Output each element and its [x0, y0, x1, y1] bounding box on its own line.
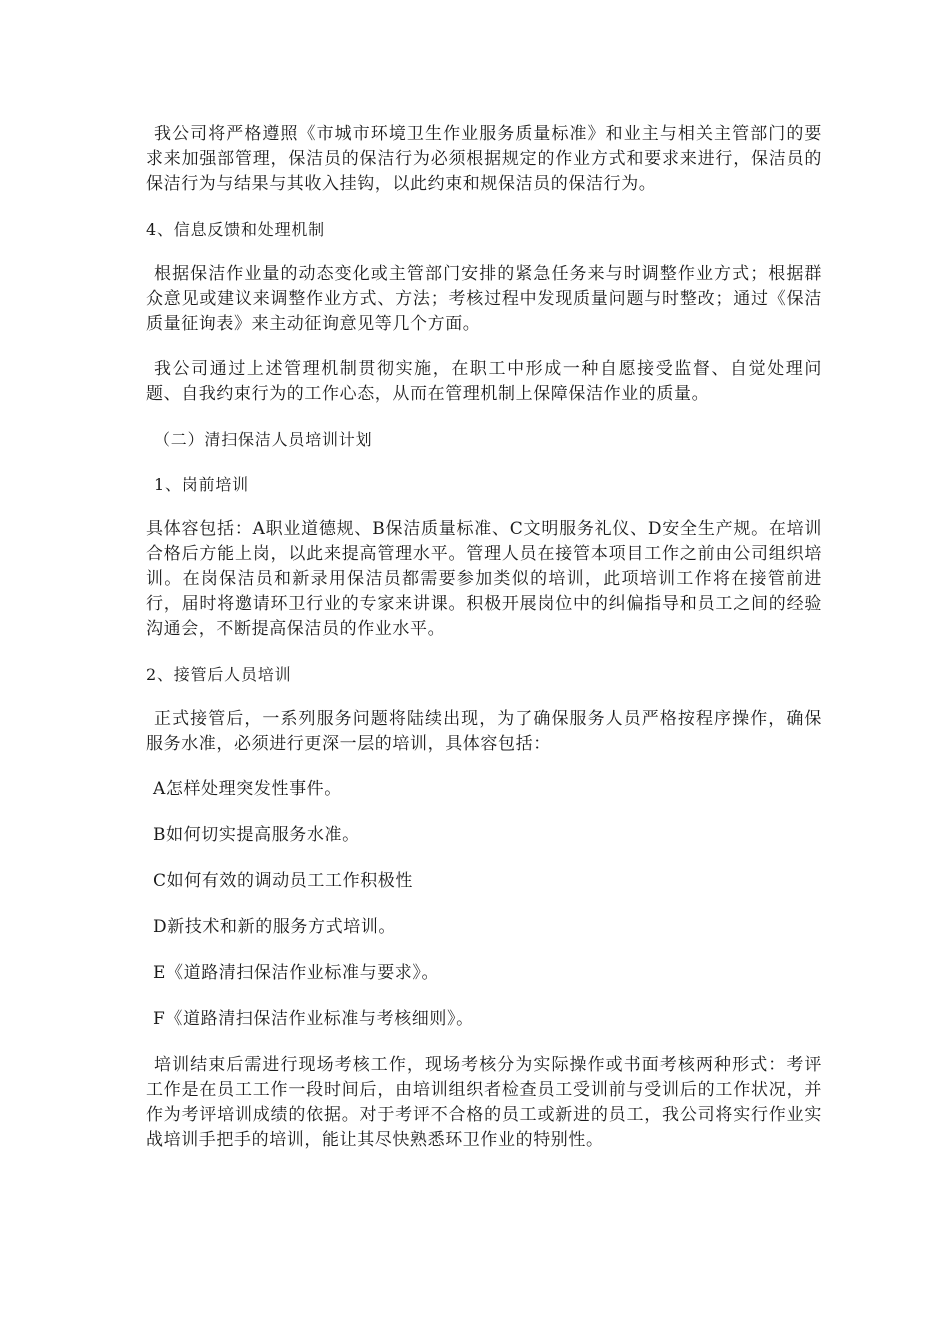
- paragraph-assessment: 培训结束后需进行现场考核工作，现场考核分为实际操作或书面考核两种形式：考评工作是在员工工作一段时间后，由培训组织者检查员工受训前与受训后的工作状况，并作为考评培训成绩的依据。对于考评不合格的员工或新进的员工，我公司将实行作业实战培训手把手的培训，能让其尽快熟悉环卫作业的特别性。: [146, 1055, 822, 1150]
- training-content-list: [146, 777, 822, 1032]
- list-item: C如何有效的调动员工工作积极性: [153, 871, 414, 891]
- paragraph-management-standard: 我公司将严格遵照《市城市环境卫生作业服务质量标准》和业主与相关主管部门的要求来加强部管理，保洁员的保洁行为必须根据规定的作业方式和要求来进行，保洁员的保洁行为与结果与其收入挂钩，以此约束和规保洁员的保洁行为。: [146, 124, 822, 194]
- document-page: [146, 122, 822, 1173]
- heading-feedback-mechanism: 4、信息反馈和处理机制: [146, 220, 325, 239]
- paragraph-feedback-details: 根据保洁作业量的动态变化或主管部门安排的紧急任务来与时调整作业方式；根据群众意见或建议来调整作业方式、方法；考核过程中发现质量问题与时整改；通过《保洁质量征询表》来主动征询意见等几个方面。: [146, 264, 822, 334]
- paragraph-management-summary: 我公司通过上述管理机制贯彻实施，在职工中形成一种自愿接受监督、自觉处理问题、自我约束行为的工作心态，从而在管理机制上保障保洁作业的质量。: [146, 359, 822, 404]
- list-item: B如何切实提高服务水准。: [153, 825, 360, 845]
- paragraph-post-takeover-intro: 正式接管后，一系列服务问题将陆续出现，为了确保服务人员严格按程序操作，确保服务水准，必须进行更深一层的培训，具体容包括：: [146, 709, 822, 754]
- list-item: A怎样处理突发性事件。: [153, 779, 342, 799]
- section-title-training-plan: （二）清扫保洁人员培训计划: [154, 430, 373, 449]
- list-item: D新技术和新的服务方式培训。: [153, 917, 397, 937]
- list-item: E《道路清扫保洁作业标准与要求》。: [153, 963, 440, 983]
- heading-post-takeover-training: 2、接管后人员培训: [146, 665, 292, 684]
- heading-pre-job-training: 1、岗前培训: [154, 475, 249, 494]
- paragraph-pre-job-training: 具体容包括：A职业道德规、B保洁质量标准、C文明服务礼仪、D安全生产规。在培训合格后方能上岗，以此来提高管理水平。管理人员在接管本项目工作之前由公司组织培训。在岗保洁员和新录用保洁员都需要参加类似的培训，此项培训工作将在接管前进行，届时将邀请环卫行业的专家来讲课。积极开展岗位中的纠偏指导和员工之间的经验沟通会，不断提高保洁员的作业水平。: [146, 519, 822, 639]
- list-item: F《道路清扫保洁作业标准与考核细则》。: [153, 1009, 474, 1029]
